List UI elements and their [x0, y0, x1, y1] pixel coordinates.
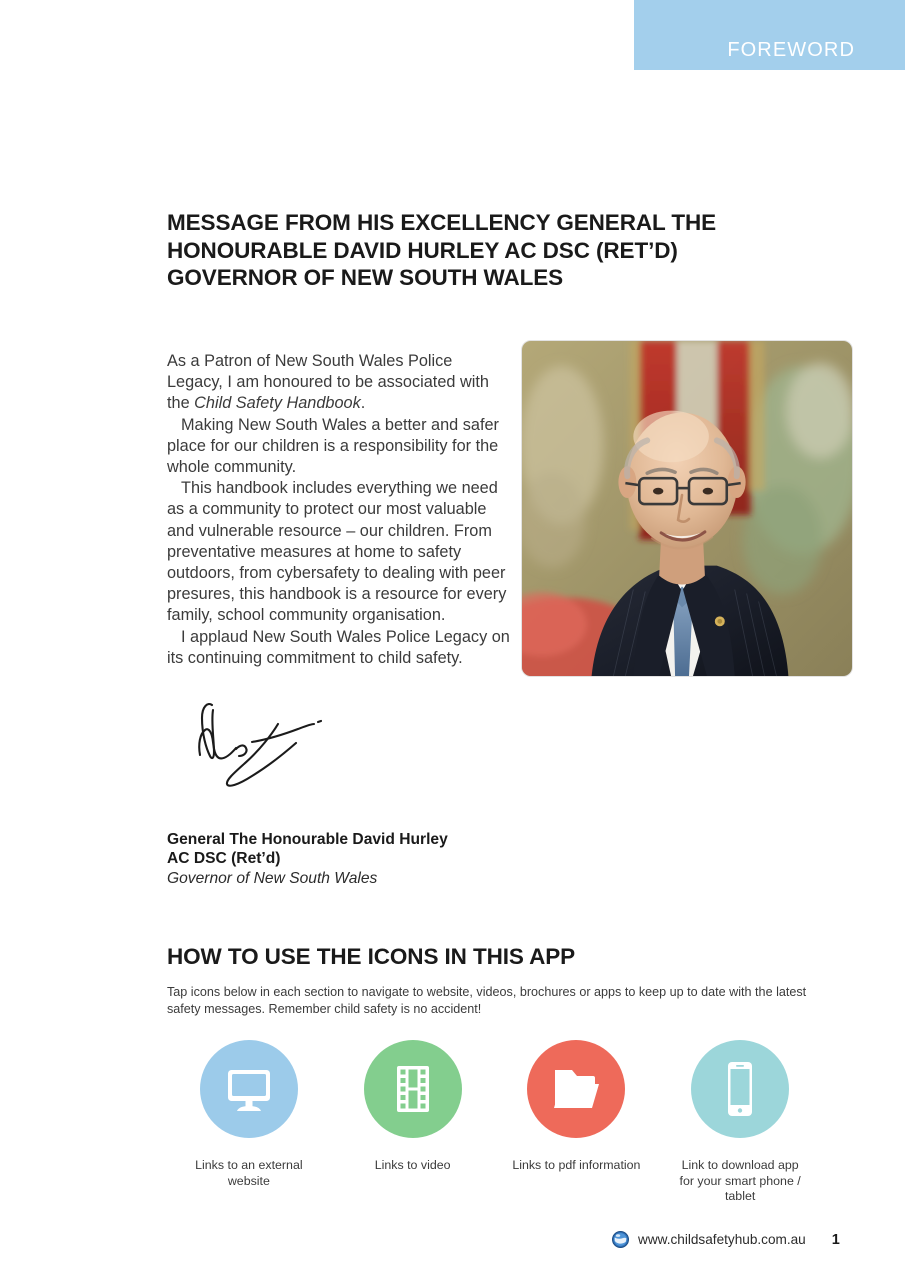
icons-section-heading: HOW TO USE THE ICONS IN THIS APP: [167, 944, 576, 969]
page-title-line-1: MESSAGE FROM HIS EXCELLENCY GENERAL THE: [167, 210, 717, 235]
portrait-illustration: [522, 341, 852, 676]
page-title-line-3: GOVERNOR OF NEW SOUTH WALES: [167, 265, 564, 290]
icon-legend-row: [167, 1040, 822, 1220]
globe-icon: [612, 1231, 629, 1248]
signer-name-line-1: General The Honourable David Hurley: [167, 831, 448, 848]
website-icon-circle[interactable]: [200, 1040, 298, 1138]
icon-legend-item-video[interactable]: [331, 1040, 495, 1220]
handwritten-signature: [178, 700, 398, 810]
website-icon-caption: Links to an external website: [195, 1158, 303, 1188]
icon-legend-item-pdf[interactable]: [495, 1040, 659, 1220]
footer-website-url[interactable]: www.childsafetyhub.com.au: [638, 1232, 806, 1247]
governor-portrait-photo: [521, 340, 853, 677]
letter-p1-after: .: [360, 394, 366, 413]
app-icon-circle[interactable]: [691, 1040, 789, 1138]
pdf-icon-circle[interactable]: [527, 1040, 625, 1138]
letter-p1-before: As a Patron of New South Wales Police Legacy, I am honoured to be associated with the: [167, 352, 489, 413]
film-strip-icon: [387, 1061, 439, 1117]
signature-name-block: [167, 830, 567, 889]
signature-strokes: [178, 700, 398, 810]
icons-section-intro: Tap icons below in each section to navigate to website, videos, brochures or apps to keep up to date with the latest safety messages. Remember child safety is no accident!: [167, 985, 807, 1016]
signer-name-line-2: AC DSC (Ret’d): [167, 850, 281, 867]
handbook-title-italic: Child Safety Handbook: [194, 394, 361, 413]
footer-page-number: 1: [831, 1231, 840, 1248]
video-icon-circle[interactable]: [364, 1040, 462, 1138]
page-title-line-2: HONOURABLE DAVID HURLEY AC DSC (RET’D): [167, 237, 678, 263]
letter-paragraph-4: I applaud New South Wales Police Legacy on its continuing commitment to child safety.: [167, 627, 510, 667]
header-banner-label: FOREWORD: [727, 39, 855, 61]
foreword-header-banner: [634, 0, 905, 70]
video-icon-caption: Links to video: [374, 1158, 451, 1172]
letter-paragraph-2: Making New South Wales a better and safer place for our children is a responsibility for the whole community.: [167, 415, 499, 477]
signer-role: Governor of New South Wales: [167, 870, 378, 887]
letter-paragraph-3: This handbook includes everything we need as a community to protect our most valuable and vulnerable resource – our children. From preventative measures at home to safety outdoors, from cybersafety to dealing with peer presures, this handbook is a resource for every family, school community organisation.: [167, 479, 507, 625]
icon-legend-item-app[interactable]: [658, 1040, 822, 1220]
pdf-icon-caption: Links to pdf information: [512, 1158, 641, 1172]
foreword-letter-text: [167, 351, 512, 669]
icon-legend-item-website[interactable]: [167, 1040, 331, 1220]
smartphone-icon: [720, 1060, 760, 1118]
app-icon-caption: Link to download app for your smart phone / tablet: [679, 1158, 801, 1203]
page-title: [167, 209, 787, 292]
monitor-icon: [221, 1061, 277, 1117]
letter-paragraph-1: [167, 351, 512, 415]
page-footer: [612, 1231, 840, 1248]
folder-icon: [548, 1061, 604, 1117]
